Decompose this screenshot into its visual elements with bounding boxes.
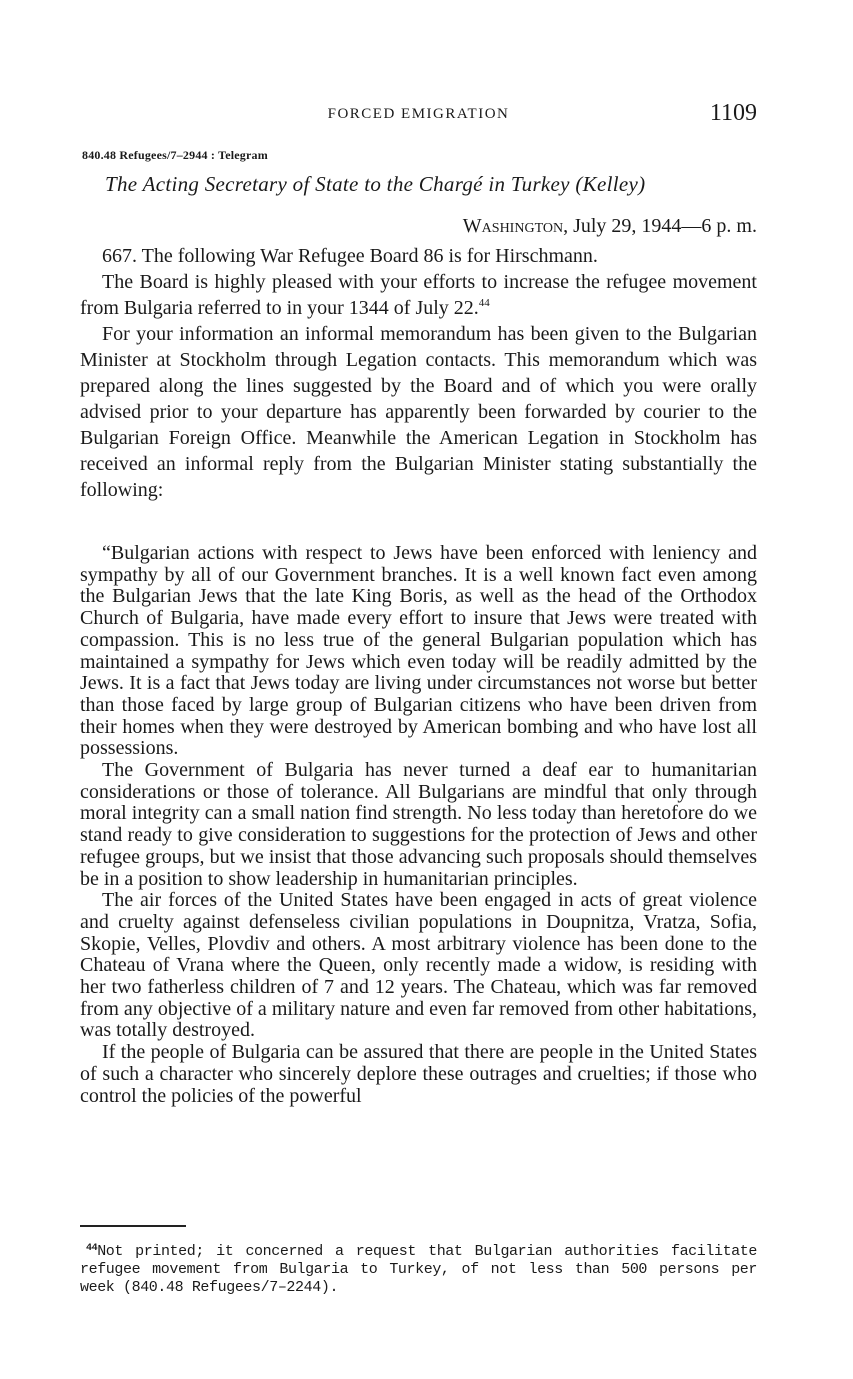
footnote-text: Not printed; it concerned a request that Bulgarian authorities facilitate refugee movement from Bulgaria to Turkey, of not less than 500 persons per week (840.48 Refugees/7–2244).: [80, 1243, 757, 1296]
footnote-reference: 44: [478, 297, 490, 309]
quote-paragraph: The Government of Bulgaria has never turned a deaf ear to humanitarian considerations or those of tolerance. All Bulgarians are mindful that only through moral integrity can a small nation find strength. No less today than heretofore do we stand ready to give consideration to suggestions for the protection of Jews and other refugee groups, but we insist that those advancing such proposals should themselves be in a position to show leadership in humanitarian principles.: [80, 759, 757, 890]
dateline-place: Washington,: [462, 215, 569, 237]
footnote-divider: [80, 1225, 186, 1227]
quote-paragraph: The air forces of the United States have been engaged in acts of great violence and cruelty against defenseless civilian populations in Doupnitza, Vratza, Sofia, Skopie, Velles, Plovdiv and others. A most arbitrary violence has been done to the Chateau of Vrana where the Queen, only recently made a widow, is residing with her two fatherless children of 7 and 12 years. The Chateau, which was far removed from any objective of a military nature and even far removed from other habitations, was totally destroyed.: [80, 889, 757, 1042]
quoted-reply: [80, 543, 757, 1107]
running-head-title: FORCED EMIGRATION: [327, 106, 510, 122]
body-paragraph: For your information an informal memorandum has been given to the Bulgarian Minister at Stockholm through Legation contacts. This memorandum which was prepared along the lines suggested by the Board and of which you were orally advised prior to your departure has apparently been forwarded by courier to the Bulgarian Foreign Office. Meanwhile the American Legation in Stockholm has received an informal reply from the Bulgarian Minister stating substantially the following:: [80, 323, 757, 501]
dateline: [463, 215, 757, 238]
footnote: [80, 1240, 757, 1297]
running-head: [80, 100, 757, 130]
telegram-body: [80, 243, 757, 503]
footnote-paragraph: [80, 1240, 757, 1297]
quote-paragraph: “Bulgarian actions with respect to Jews have been enforced with leniency and sympathy by all of our Government branches. It is a well known fact even among the Bulgarian Jews that the late King Boris, as well as the head of the Orthodox Church of Bulgaria, have made every effort to insure that Jews were treated with compassion. This is no less true of the general Bulgarian population which has maintained a sympathy for Jews which even today will be readily admitted by the Jews. It is a fact that Jews today are living under circumstances not worse but better than those faced by large group of Bulgarian citizens who have been driven from their homes when they were destroyed by American bombing and who have lost all possessions.: [80, 542, 757, 760]
document-reference: 840.48 Refugees/7–2944 : Telegram: [82, 148, 268, 162]
body-paragraph: [80, 269, 757, 321]
dateline-time: July 29, 1944—6 p. m.: [568, 215, 757, 237]
footnote-mark: 44: [86, 1243, 98, 1254]
quote-paragraph: If the people of Bulgaria can be assured that there are people in the United States of such a character who sincerely deplore these outrages and cruelties; if those who control the policies of the powerful: [80, 1041, 757, 1107]
body-paragraph-text: The Board is highly pleased with your efforts to increase the refugee movement from Bulgaria referred to in your 1344 of July 22.: [80, 271, 757, 319]
body-paragraph: 667. The following War Refugee Board 86 is for Hirschmann.: [102, 245, 598, 267]
document-title: The Acting Secretary of State to the Chargé in Turkey (Kelley): [105, 172, 646, 196]
page-number: 1109: [709, 100, 757, 126]
